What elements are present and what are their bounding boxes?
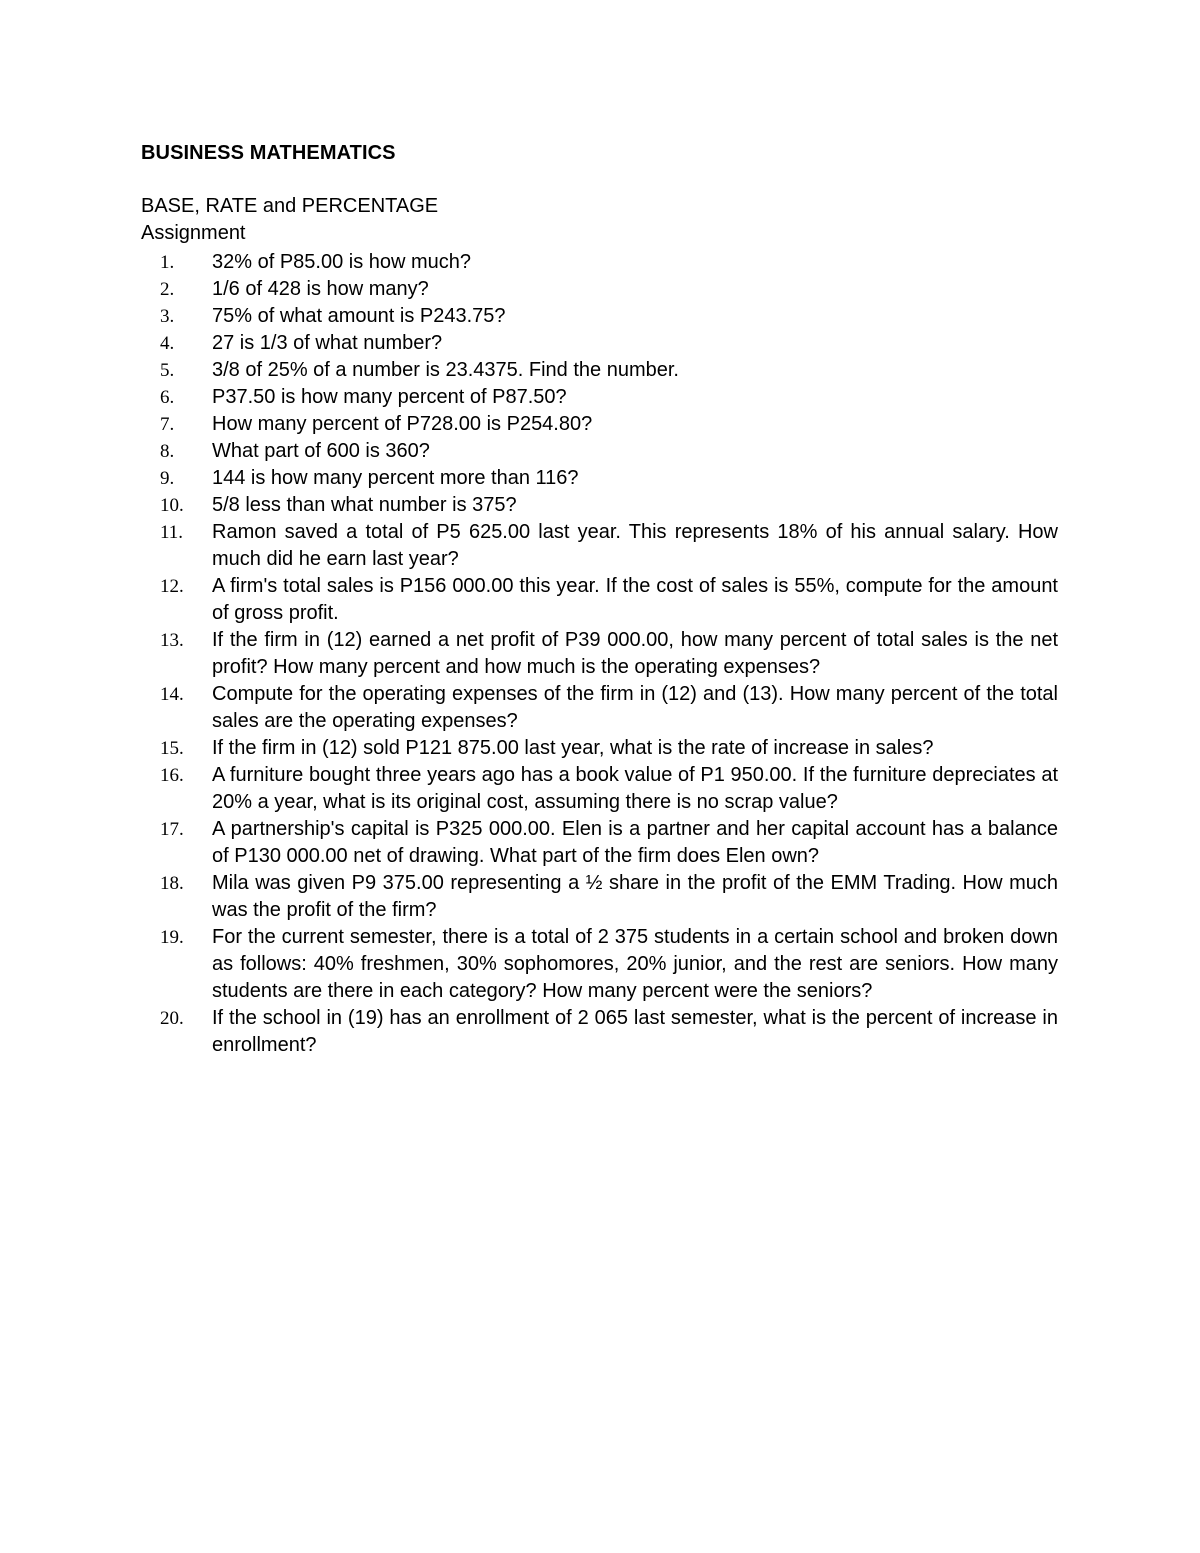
question-item bbox=[0, 411, 1058, 438]
question-text: If the firm in (12) earned a net profit of P39 000.00, how many percent of total sales is the net profit? How many percent and how much is the operating expenses? bbox=[212, 629, 1058, 678]
question-text: What part of 600 is 360? bbox=[212, 440, 430, 462]
question-item bbox=[0, 816, 1058, 870]
question-text: 144 is how many percent more than 116? bbox=[212, 467, 579, 489]
question-text: If the school in (19) has an enrollment of 2 065 last semester, what is the percent of increase in enrollment? bbox=[212, 1007, 1058, 1056]
question-text: Ramon saved a total of P5 625.00 last year. This represents 18% of his annual salary. How much did he earn last year? bbox=[212, 521, 1058, 570]
question-number: 11. bbox=[160, 522, 184, 543]
question-item bbox=[0, 492, 1058, 519]
question-number: 17. bbox=[160, 819, 184, 840]
question-number: 12. bbox=[160, 576, 184, 597]
question-text: 3/8 of 25% of a number is 23.4375. Find the number. bbox=[212, 359, 679, 381]
question-number: 6. bbox=[160, 387, 175, 408]
question-number: 3. bbox=[160, 306, 175, 327]
question-text: A furniture bought three years ago has a book value of P1 950.00. If the furniture depreciates at 20% a year, what is its original cost, assuming there is no scrap value? bbox=[212, 764, 1058, 813]
question-number: 16. bbox=[160, 765, 184, 786]
question-number: 8. bbox=[160, 441, 175, 462]
question-number: 5. bbox=[160, 360, 175, 381]
question-text: P37.50 is how many percent of P87.50? bbox=[212, 386, 567, 408]
question-item bbox=[0, 870, 1058, 924]
question-item bbox=[0, 762, 1058, 816]
question-number: 15. bbox=[160, 738, 184, 759]
question-list bbox=[0, 249, 1200, 1059]
question-number: 10. bbox=[160, 495, 184, 516]
document-title: BUSINESS MATHEMATICS bbox=[141, 142, 396, 164]
question-item bbox=[0, 438, 1058, 465]
question-text: 5/8 less than what number is 375? bbox=[212, 494, 517, 516]
question-item bbox=[0, 303, 1058, 330]
question-number: 13. bbox=[160, 630, 184, 651]
question-item bbox=[0, 735, 1058, 762]
question-number: 9. bbox=[160, 468, 175, 489]
question-text: If the firm in (12) sold P121 875.00 last year, what is the rate of increase in sales? bbox=[212, 737, 934, 759]
question-item bbox=[0, 465, 1058, 492]
question-number: 14. bbox=[160, 684, 184, 705]
question-text: A partnership's capital is P325 000.00. Elen is a partner and her capital account has a balance of P130 000.00 net of drawing. What part of the firm does Elen own? bbox=[212, 818, 1058, 867]
question-text: 27 is 1/3 of what number? bbox=[212, 332, 443, 354]
question-item bbox=[0, 573, 1058, 627]
question-number: 7. bbox=[160, 414, 175, 435]
section-heading: BASE, RATE and PERCENTAGE bbox=[141, 195, 439, 217]
question-text: Compute for the operating expenses of the firm in (12) and (13). How many percent of the total sales are the operating expenses? bbox=[212, 683, 1058, 732]
assignment-label: Assignment bbox=[141, 222, 246, 244]
question-text: For the current semester, there is a total of 2 375 students in a certain school and broken down as follows: 40% freshmen, 30% sophomores, 20% junior, and the rest are seniors. How many students are there in each category? How many percent were the seniors? bbox=[212, 926, 1058, 1002]
question-item bbox=[0, 249, 1058, 276]
question-item bbox=[0, 1005, 1058, 1059]
question-text: How many percent of P728.00 is P254.80? bbox=[212, 413, 593, 435]
question-item bbox=[0, 357, 1058, 384]
question-text: 75% of what amount is P243.75? bbox=[212, 305, 506, 327]
question-item bbox=[0, 924, 1058, 1005]
question-number: 19. bbox=[160, 927, 184, 948]
question-item bbox=[0, 681, 1058, 735]
question-item bbox=[0, 519, 1058, 573]
question-item bbox=[0, 330, 1058, 357]
question-number: 4. bbox=[160, 333, 175, 354]
question-item bbox=[0, 384, 1058, 411]
question-number: 18. bbox=[160, 873, 184, 894]
question-number: 20. bbox=[160, 1008, 184, 1029]
question-text: A firm's total sales is P156 000.00 this year. If the cost of sales is 55%, compute for the amount of gross profit. bbox=[212, 575, 1058, 624]
question-item bbox=[0, 627, 1058, 681]
question-number: 2. bbox=[160, 279, 175, 300]
question-text: 32% of P85.00 is how much? bbox=[212, 251, 472, 273]
question-text: Mila was given P9 375.00 representing a ½ share in the profit of the EMM Trading. How much was the profit of the firm? bbox=[212, 872, 1058, 921]
question-number: 1. bbox=[160, 252, 175, 273]
question-item bbox=[0, 276, 1058, 303]
question-text: 1/6 of 428 is how many? bbox=[212, 278, 429, 300]
